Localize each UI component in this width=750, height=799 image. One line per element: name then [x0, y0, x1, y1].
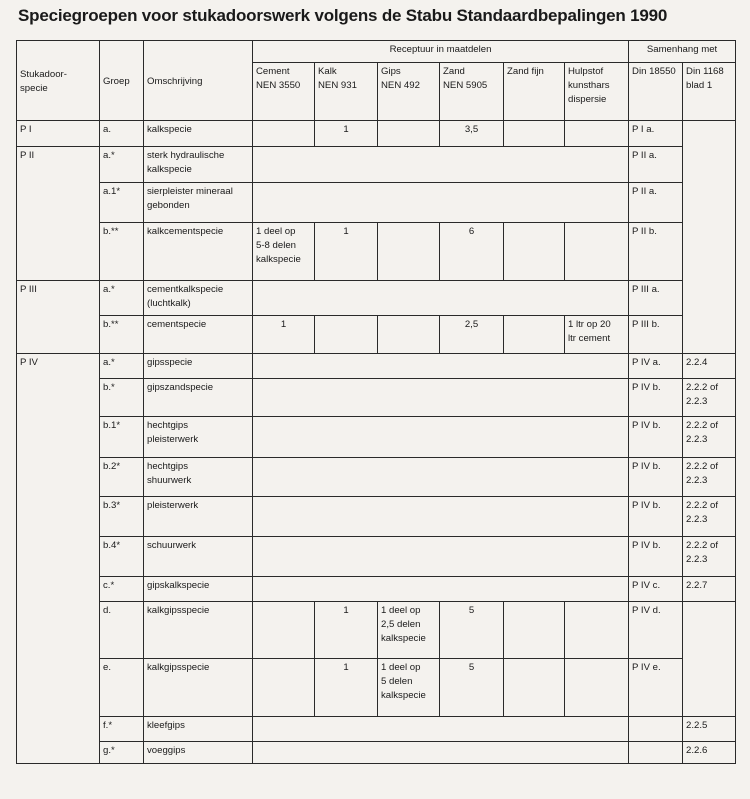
- din18550-cell: P II b.: [629, 223, 683, 281]
- groep-cell: a.*: [100, 354, 144, 379]
- din18550-cell: P IV d.: [629, 602, 683, 659]
- cement-cell: 1: [253, 316, 315, 354]
- table-row: [17, 458, 736, 497]
- kalk-cell: 1: [315, 659, 378, 717]
- zand-fijn-cell: [504, 223, 565, 281]
- groep-cell: b.4*: [100, 537, 144, 577]
- zand-cell: 5: [440, 602, 504, 659]
- groep-cell: b.**: [100, 316, 144, 354]
- table-row: [17, 417, 736, 458]
- table-row: [17, 659, 736, 717]
- receptuur-empty-cell: [253, 281, 629, 316]
- receptuur-empty-cell: [253, 537, 629, 577]
- din18550-cell: P IV b.: [629, 417, 683, 458]
- din18550-cell: P III b.: [629, 316, 683, 354]
- zand-fijn-cell: [504, 121, 565, 147]
- table-row: [17, 147, 736, 183]
- specie-cell: P IV: [17, 354, 100, 764]
- omschrijving-cell: kalkgipsspecie: [144, 602, 253, 659]
- hulpstof-cell: 1 ltr op 20 ltr cement: [565, 316, 629, 354]
- zand-fijn-cell: [504, 659, 565, 717]
- groep-cell: b.3*: [100, 497, 144, 537]
- din1168-cell: 2.2.7: [683, 577, 736, 602]
- specie-cell: P I: [17, 121, 100, 147]
- din1168-cell: 2.2.2 of 2.2.3: [683, 497, 736, 537]
- hulpstof-cell: [565, 659, 629, 717]
- omschrijving-cell: gipsspecie: [144, 354, 253, 379]
- groep-cell: a.1*: [100, 183, 144, 223]
- din18550-cell: P IV b.: [629, 537, 683, 577]
- din18550-cell: P IV b.: [629, 497, 683, 537]
- header-gips: Gips NEN 492: [378, 63, 440, 121]
- din1168-cell: 2.2.4: [683, 354, 736, 379]
- din1168-cell: [683, 602, 736, 717]
- receptuur-empty-cell: [253, 577, 629, 602]
- zand-fijn-cell: [504, 602, 565, 659]
- din1168-cell: 2.2.6: [683, 742, 736, 764]
- table-row: [17, 537, 736, 577]
- omschrijving-cell: kleefgips: [144, 717, 253, 742]
- header-groep: Groep: [100, 41, 144, 121]
- groep-cell: f.*: [100, 717, 144, 742]
- din1168-cell: [683, 121, 736, 354]
- zand-cell: 2,5: [440, 316, 504, 354]
- receptuur-empty-cell: [253, 742, 629, 764]
- specie-cell: P II: [17, 147, 100, 281]
- omschrijving-cell: sierpleister mineraal gebonden: [144, 183, 253, 223]
- kalk-cell: 1: [315, 121, 378, 147]
- header-din18550: Din 18550: [629, 63, 683, 121]
- hulpstof-cell: [565, 223, 629, 281]
- table-row: [17, 602, 736, 659]
- cement-cell: [253, 659, 315, 717]
- omschrijving-cell: kalkcementspecie: [144, 223, 253, 281]
- header-omschrijving: Omschrijving: [144, 41, 253, 121]
- omschrijving-cell: cementkalkspecie (luchtkalk): [144, 281, 253, 316]
- header-samenhang: Samenhang met: [629, 41, 736, 63]
- groep-cell: e.: [100, 659, 144, 717]
- table-row: [17, 497, 736, 537]
- receptuur-empty-cell: [253, 147, 629, 183]
- kalk-cell: 1: [315, 602, 378, 659]
- din18550-cell: P IV b.: [629, 458, 683, 497]
- groep-cell: c.*: [100, 577, 144, 602]
- hulpstof-cell: [565, 602, 629, 659]
- table-row: [17, 121, 736, 147]
- kalk-cell: 1: [315, 223, 378, 281]
- din18550-cell: [629, 742, 683, 764]
- gips-cell: 1 deel op 5 delen kalkspecie: [378, 659, 440, 717]
- omschrijving-cell: gipszandspecie: [144, 379, 253, 417]
- gips-cell: [378, 316, 440, 354]
- din18550-cell: P IV e.: [629, 659, 683, 717]
- din1168-cell: 2.2.2 of 2.2.3: [683, 417, 736, 458]
- omschrijving-cell: gipskalkspecie: [144, 577, 253, 602]
- groep-cell: b.1*: [100, 417, 144, 458]
- din1168-cell: 2.2.2 of 2.2.3: [683, 379, 736, 417]
- header-hulpstof: Hulpstof kunsthars dispersie: [565, 63, 629, 121]
- zand-cell: 5: [440, 659, 504, 717]
- din1168-cell: 2.2.2 of 2.2.3: [683, 458, 736, 497]
- table-row: [17, 577, 736, 602]
- omschrijving-cell: kalkgipsspecie: [144, 659, 253, 717]
- groep-cell: g.*: [100, 742, 144, 764]
- din18550-cell: P IV b.: [629, 379, 683, 417]
- table-row: [17, 281, 736, 316]
- header-zand: Zand NEN 5905: [440, 63, 504, 121]
- din18550-cell: P IV c.: [629, 577, 683, 602]
- receptuur-empty-cell: [253, 183, 629, 223]
- groep-cell: b.**: [100, 223, 144, 281]
- omschrijving-cell: voeggips: [144, 742, 253, 764]
- table-row: [17, 717, 736, 742]
- receptuur-empty-cell: [253, 379, 629, 417]
- speciegroepen-table: [16, 40, 736, 764]
- din18550-cell: P III a.: [629, 281, 683, 316]
- table-row: [17, 379, 736, 417]
- groep-cell: b.2*: [100, 458, 144, 497]
- omschrijving-cell: hechtgips pleisterwerk: [144, 417, 253, 458]
- specie-cell: P III: [17, 281, 100, 354]
- header-kalk: Kalk NEN 931: [315, 63, 378, 121]
- cement-cell: [253, 602, 315, 659]
- din1168-cell: 2.2.2 of 2.2.3: [683, 537, 736, 577]
- header-specie: Stukadoor- specie: [17, 41, 100, 121]
- table-row: [17, 183, 736, 223]
- table-row: [17, 354, 736, 379]
- header-din1168: Din 1168 blad 1: [683, 63, 736, 121]
- table-row: [17, 316, 736, 354]
- header-cement: Cement NEN 3550: [253, 63, 315, 121]
- omschrijving-cell: hechtgips shuurwerk: [144, 458, 253, 497]
- groep-cell: a.*: [100, 281, 144, 316]
- omschrijving-cell: kalkspecie: [144, 121, 253, 147]
- zand-cell: 3,5: [440, 121, 504, 147]
- zand-fijn-cell: [504, 316, 565, 354]
- zand-cell: 6: [440, 223, 504, 281]
- gips-cell: [378, 121, 440, 147]
- din18550-cell: P II a.: [629, 183, 683, 223]
- table-row: [17, 223, 736, 281]
- header-receptuur: Receptuur in maatdelen: [253, 41, 629, 63]
- receptuur-empty-cell: [253, 354, 629, 379]
- groep-cell: d.: [100, 602, 144, 659]
- din1168-cell: 2.2.5: [683, 717, 736, 742]
- gips-cell: 1 deel op 2,5 delen kalkspecie: [378, 602, 440, 659]
- omschrijving-cell: cementspecie: [144, 316, 253, 354]
- page-title: Speciegroepen voor stukadoorswerk volgens de Stabu Standaardbepalingen 1990: [18, 6, 668, 25]
- cement-cell: 1 deel op 5-8 delen kalkspecie: [253, 223, 315, 281]
- din18550-cell: P II a.: [629, 147, 683, 183]
- groep-cell: b.*: [100, 379, 144, 417]
- header-row-1: [17, 41, 736, 63]
- kalk-cell: [315, 316, 378, 354]
- table-row: [17, 742, 736, 764]
- header-zand-fijn: Zand fijn: [504, 63, 565, 121]
- receptuur-empty-cell: [253, 417, 629, 458]
- din18550-cell: P I a.: [629, 121, 683, 147]
- cement-cell: [253, 121, 315, 147]
- din18550-cell: [629, 717, 683, 742]
- receptuur-empty-cell: [253, 497, 629, 537]
- omschrijving-cell: pleisterwerk: [144, 497, 253, 537]
- omschrijving-cell: schuurwerk: [144, 537, 253, 577]
- din18550-cell: P IV a.: [629, 354, 683, 379]
- omschrijving-cell: sterk hydraulische kalkspecie: [144, 147, 253, 183]
- gips-cell: [378, 223, 440, 281]
- groep-cell: a.: [100, 121, 144, 147]
- groep-cell: a.*: [100, 147, 144, 183]
- receptuur-empty-cell: [253, 458, 629, 497]
- receptuur-empty-cell: [253, 717, 629, 742]
- hulpstof-cell: [565, 121, 629, 147]
